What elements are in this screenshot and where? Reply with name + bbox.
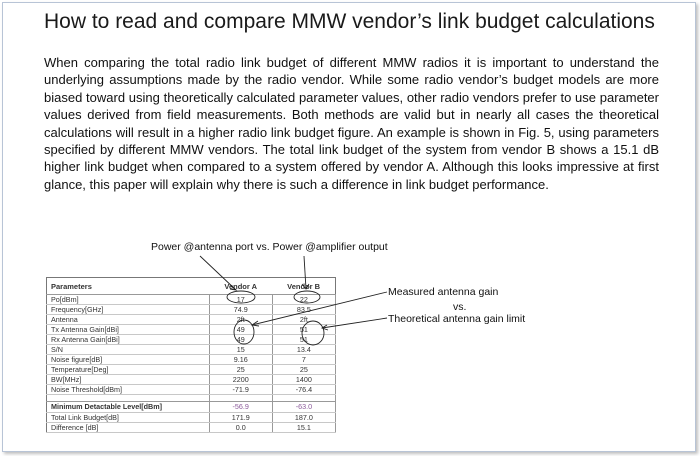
table-row [47, 315, 336, 325]
cell-parameter: Temperature[Deg] [47, 365, 210, 375]
cell-parameter: Difference [dB] [47, 422, 210, 432]
cell-parameter: Rx Antenna Gain[dBi] [47, 335, 210, 345]
table-row [47, 375, 336, 385]
cell-vendor-a: 15 [209, 345, 272, 355]
cell-vendor-b: 25 [272, 365, 335, 375]
table-row [47, 355, 336, 365]
cell-vendor-b: 83.5 [272, 305, 335, 315]
table-row [47, 305, 336, 315]
spacer-cell [47, 395, 210, 402]
link-budget-table [46, 277, 336, 433]
cell-vendor-b: 7 [272, 355, 335, 365]
table-spacer-row [47, 395, 336, 402]
cell-vendor-a: 17 [209, 295, 272, 305]
table-row [47, 365, 336, 375]
cell-vendor-a: 25 [209, 365, 272, 375]
cell-vendor-b: 13.4 [272, 345, 335, 355]
table-row [47, 402, 336, 412]
table-row [47, 385, 336, 395]
cell-vendor-b: -63.0 [272, 402, 335, 412]
cell-vendor-a: 49 [209, 325, 272, 335]
cell-parameter: S/N [47, 345, 210, 355]
page-title: How to read and compare MMW vendor’s link budget calculations [44, 10, 655, 33]
cell-vendor-b: 187.0 [272, 412, 335, 422]
cell-vendor-a: 74.9 [209, 305, 272, 315]
vs-annotation: vs. [453, 301, 467, 313]
cell-vendor-b: 22 [272, 295, 335, 305]
cell-parameter: Antenna [47, 315, 210, 325]
cell-vendor-a: 171.9 [209, 412, 272, 422]
theoretical-gain-annotation: Theoretical antenna gain limit [388, 313, 526, 325]
table-row [47, 345, 336, 355]
cell-parameter: Frequency[GHz] [47, 305, 210, 315]
cell-vendor-b: 2ft [272, 315, 335, 325]
cell-vendor-a: 2ft [209, 315, 272, 325]
power-annotation: Power @antenna port vs. Power @amplifier output [151, 241, 388, 253]
cell-vendor-b: -76.4 [272, 385, 335, 395]
cell-vendor-b: 51 [272, 325, 335, 335]
cell-parameter: Total Link Budget[dB] [47, 412, 210, 422]
table-row [47, 295, 336, 305]
header-vendor-a: Vendor A [209, 278, 272, 295]
cell-parameter: Minimum Detactable Level[dBm] [47, 402, 210, 412]
cell-parameter: Noise Threshold[dBm] [47, 385, 210, 395]
cell-vendor-b: 51 [272, 335, 335, 345]
table-row [47, 325, 336, 335]
cell-parameter: Po[dBm] [47, 295, 210, 305]
cell-vendor-a: -71.9 [209, 385, 272, 395]
cell-vendor-a: 9.16 [209, 355, 272, 365]
table-row [47, 412, 336, 422]
cell-vendor-b: 15.1 [272, 422, 335, 432]
header-vendor-b: Vendor B [272, 278, 335, 295]
cell-vendor-a: 49 [209, 335, 272, 345]
cell-parameter: Tx Antenna Gain[dBi] [47, 325, 210, 335]
measured-gain-annotation: Measured antenna gain [388, 286, 499, 298]
spacer-cell [209, 395, 272, 402]
table-header-row [47, 278, 336, 295]
body-paragraph: When comparing the total radio link budget of different MMW radios it is important to understand the underlying assumptions made by the radio vendor. While some radio vendor’s budget models are more biased toward using theoretically calculated parameter values, other radio vendors prefer to use parameter values derived from field measurements. Both methods are valid but in nearly all cases the theoretical calculations will result in a higher radio link budget figure. An example is shown in Fig. 5, using parameters specified by different MMW vendors. The total link budget of the system from vendor B shows a 15.1 dB higher link budget when compared to a system offered by vendor A. Although this looks impressive at first glance, this paper will explain why there is such a difference in link budget performance. [44, 55, 659, 192]
cell-vendor-a: 0.0 [209, 422, 272, 432]
cell-parameter: Noise figure[dB] [47, 355, 210, 365]
header-parameters: Parameters [47, 278, 210, 295]
cell-vendor-a: -56.9 [209, 402, 272, 412]
table-row [47, 335, 336, 345]
spacer-cell [272, 395, 335, 402]
cell-vendor-a: 2200 [209, 375, 272, 385]
table-row [47, 422, 336, 432]
cell-parameter: BW[MHz] [47, 375, 210, 385]
cell-vendor-b: 1400 [272, 375, 335, 385]
